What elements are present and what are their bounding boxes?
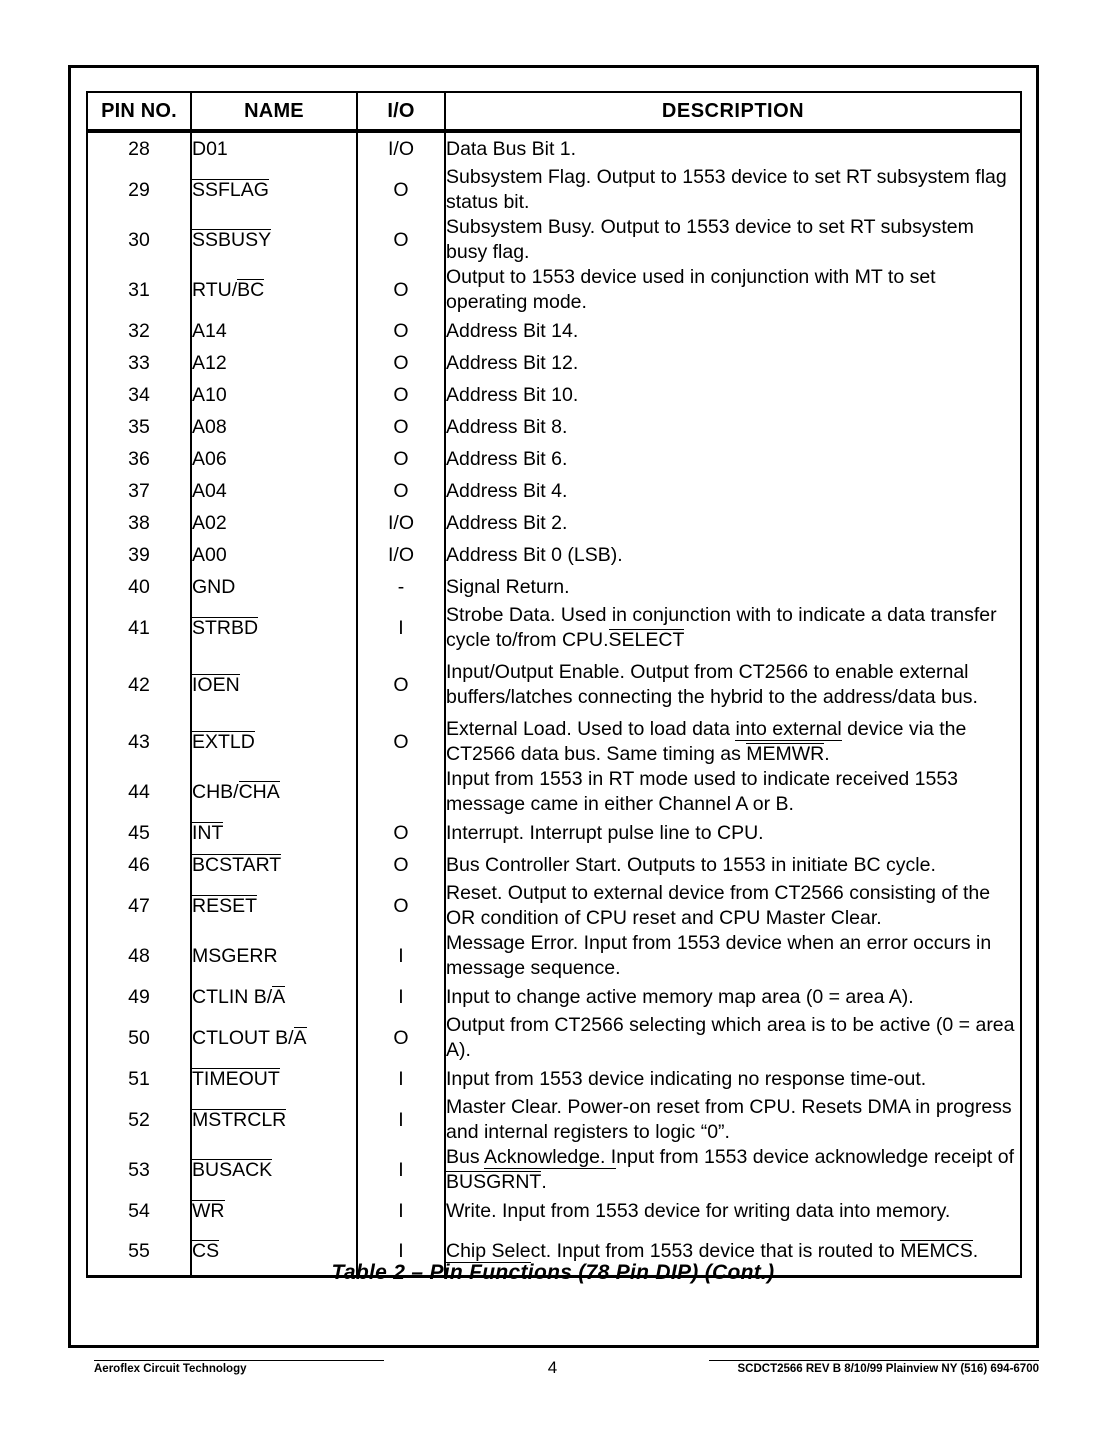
overline-text: BUSGRNT — [446, 1171, 542, 1193]
footer-company-name: Aeroflex Circuit Technology — [94, 1360, 384, 1375]
table-row — [87, 411, 1021, 443]
overline-text: MEMCS — [900, 1239, 973, 1262]
table-row — [87, 379, 1021, 411]
cell-signal-name: A10 — [191, 379, 357, 411]
cell-description: Input from 1553 in RT mode used to indicate received 1553 message came in either Channel A or B. — [445, 767, 1021, 817]
cell-io-direction: O — [357, 347, 445, 379]
pin-functions-table — [86, 91, 1022, 1278]
cell-pin-number: 30 — [87, 215, 191, 265]
page-footer — [0, 1354, 1105, 1394]
cell-description: Input from 1553 device indicating no response time-out. — [445, 1063, 1021, 1095]
cell-description: Strobe Data. Used in conjunction with to indicate a data transfer cycle to/from CPU.SELECT — [445, 603, 1021, 653]
cell-pin-number: 32 — [87, 315, 191, 347]
overline-text: BUSACK — [192, 1158, 273, 1181]
cell-description: Address Bit 14. — [445, 315, 1021, 347]
cell-io-direction: O — [357, 265, 445, 315]
overline-text: RESET — [192, 894, 258, 917]
cell-signal-name — [191, 215, 357, 265]
cell-io-direction — [357, 767, 445, 817]
cell-io-direction: O — [357, 717, 445, 767]
cell-pin-number: 46 — [87, 849, 191, 881]
table-row — [87, 507, 1021, 539]
cell-description: Master Clear. Power-on reset from CPU. Resets DMA in progress and internal registers to logic “0”. — [445, 1095, 1021, 1145]
cell-io-direction: O — [357, 215, 445, 265]
cell-pin-number: 36 — [87, 443, 191, 475]
cell-io-direction: I — [357, 981, 445, 1013]
overline-text: CHA — [238, 780, 280, 803]
cell-description: Data Bus Bit 1. — [445, 131, 1021, 165]
table-row — [87, 1063, 1021, 1095]
cell-pin-number: 42 — [87, 653, 191, 717]
cell-pin-number: 43 — [87, 717, 191, 767]
overline-text: TIMEOUT — [192, 1067, 280, 1090]
cell-pin-number: 41 — [87, 603, 191, 653]
cell-pin-number: 40 — [87, 571, 191, 603]
cell-io-direction: O — [357, 443, 445, 475]
cell-signal-name: D01 — [191, 131, 357, 165]
table-row — [87, 131, 1021, 165]
cell-pin-number: 50 — [87, 1013, 191, 1063]
overline-text: BCSTART — [192, 853, 282, 876]
table-row — [87, 767, 1021, 817]
cell-pin-number: 35 — [87, 411, 191, 443]
cell-description: Write. Input from 1553 device for writing data into memory. — [445, 1195, 1021, 1227]
cell-io-direction: I — [357, 1195, 445, 1227]
cell-io-direction: O — [357, 379, 445, 411]
cell-io-direction: I/O — [357, 539, 445, 571]
overline-text: CS — [192, 1239, 220, 1262]
column-header-pin-no: PIN NO. — [87, 92, 191, 131]
cell-io-direction: I — [357, 1095, 445, 1145]
cell-io-direction: I/O — [357, 507, 445, 539]
cell-pin-number: 55 — [87, 1227, 191, 1277]
scan-artifact-rule: Chip Sele — [446, 1239, 531, 1262]
table-row — [87, 265, 1021, 315]
table-row — [87, 1013, 1021, 1063]
cell-signal-name: A12 — [191, 347, 357, 379]
cell-pin-number: 38 — [87, 507, 191, 539]
cell-description: Interrupt. Interrupt pulse line to CPU. — [445, 817, 1021, 849]
table-row — [87, 881, 1021, 931]
cell-signal-name — [191, 849, 357, 881]
table-row — [87, 475, 1021, 507]
overline-text: A — [293, 1026, 307, 1049]
cell-signal-name: RTU/BC — [191, 265, 357, 315]
overline-text: MSTRCLR — [192, 1108, 287, 1131]
cell-description: Address Bit 10. — [445, 379, 1021, 411]
cell-io-direction: O — [357, 653, 445, 717]
cell-signal-name — [191, 1063, 357, 1095]
column-header-description: DESCRIPTION — [445, 92, 1021, 131]
cell-io-direction: I — [357, 603, 445, 653]
cell-signal-name — [191, 653, 357, 717]
cell-description: Bus Acknowledge. Input from 1553 device acknowledge receipt of BUSGRNT. — [445, 1145, 1021, 1195]
cell-pin-number: 37 — [87, 475, 191, 507]
overline-text: BC — [237, 278, 265, 301]
table-row — [87, 1095, 1021, 1145]
cell-description: Chip Select. Input from 1553 device that is routed to MEMCS. — [445, 1227, 1021, 1277]
cell-description: Reset. Output to external device from CT2566 consisting of the OR condition of CPU reset and CPU Master Clear. — [445, 881, 1021, 931]
cell-description: Address Bit 0 (LSB). — [445, 539, 1021, 571]
table-body — [87, 131, 1021, 1277]
cell-pin-number: 52 — [87, 1095, 191, 1145]
overline-text: WR — [192, 1199, 225, 1222]
cell-pin-number: 48 — [87, 931, 191, 981]
cell-signal-name — [191, 603, 357, 653]
cell-description: Address Bit 12. — [445, 347, 1021, 379]
cell-description: Output to 1553 device used in conjunction with MT to set operating mode. — [445, 265, 1021, 315]
cell-io-direction: O — [357, 315, 445, 347]
cell-io-direction: I — [357, 1063, 445, 1095]
cell-io-direction: O — [357, 881, 445, 931]
overline-text: INT — [192, 821, 224, 844]
cell-pin-number: 29 — [87, 165, 191, 215]
cell-description: Subsystem Flag. Output to 1553 device to set RT subsystem flag status bit. — [445, 165, 1021, 215]
cell-description: Address Bit 8. — [445, 411, 1021, 443]
table-row — [87, 315, 1021, 347]
cell-description: Address Bit 6. — [445, 443, 1021, 475]
cell-io-direction: O — [357, 475, 445, 507]
scan-artifact-rule: into external — [735, 718, 842, 740]
column-header-name: NAME — [191, 92, 357, 131]
cell-pin-number: 39 — [87, 539, 191, 571]
cell-signal-name: CTLOUT B/A — [191, 1013, 357, 1063]
table-row — [87, 443, 1021, 475]
table-row — [87, 1145, 1021, 1195]
cell-io-direction: I — [357, 1227, 445, 1277]
table-row — [87, 539, 1021, 571]
column-header-io: I/O — [357, 92, 445, 131]
footer-document-id: SCDCT2566 REV B 8/10/99 Plainview NY (516) 694-6700 — [709, 1360, 1039, 1375]
cell-signal-name: CHB/CHA — [191, 767, 357, 817]
cell-description: External Load. Used to load data into external device via the CT2566 data bus. Same timing as MEMWR. — [445, 717, 1021, 767]
cell-signal-name — [191, 1195, 357, 1227]
overline-text: SELECT — [608, 629, 685, 651]
cell-pin-number: 49 — [87, 981, 191, 1013]
cell-description: Input to change active memory map area (0 = area A). — [445, 981, 1021, 1013]
cell-description: Message Error. Input from 1553 device when an error occurs in message sequence. — [445, 931, 1021, 981]
table-row — [87, 165, 1021, 215]
cell-io-direction: I/O — [357, 131, 445, 165]
cell-description: Address Bit 2. — [445, 507, 1021, 539]
overline-text: IOEN — [192, 673, 240, 696]
table-row — [87, 347, 1021, 379]
table-row — [87, 931, 1021, 981]
cell-description: Address Bit 4. — [445, 475, 1021, 507]
overline-text: A — [272, 985, 286, 1008]
cell-signal-name: A06 — [191, 443, 357, 475]
cell-signal-name: GND — [191, 571, 357, 603]
cell-signal-name: MSGERR — [191, 931, 357, 981]
cell-pin-number: 44 — [87, 767, 191, 817]
cell-signal-name — [191, 165, 357, 215]
cell-io-direction: O — [357, 411, 445, 443]
table-header — [87, 92, 1021, 131]
cell-description: Signal Return. — [445, 571, 1021, 603]
overline-text: SSFLAG — [192, 178, 269, 201]
cell-description: Input/Output Enable. Output from CT2566 to enable external buffers/latches connecting the hybrid to the address/data bus. — [445, 653, 1021, 717]
cell-signal-name — [191, 881, 357, 931]
cell-io-direction: I — [357, 1145, 445, 1195]
cell-signal-name — [191, 1095, 357, 1145]
cell-io-direction: O — [357, 817, 445, 849]
cell-pin-number: 33 — [87, 347, 191, 379]
table-row — [87, 653, 1021, 717]
table-row — [87, 603, 1021, 653]
cell-signal-name: CTLIN B/A — [191, 981, 357, 1013]
scan-artifact-rule: Acknowledge. I — [483, 1146, 617, 1168]
cell-pin-number: 31 — [87, 265, 191, 315]
table-row — [87, 1195, 1021, 1227]
cell-io-direction: O — [357, 165, 445, 215]
cell-signal-name: A14 — [191, 315, 357, 347]
table-row — [87, 817, 1021, 849]
table-header-row — [87, 92, 1021, 131]
cell-pin-number: 28 — [87, 131, 191, 165]
cell-signal-name: A02 — [191, 507, 357, 539]
table-row — [87, 571, 1021, 603]
cell-signal-name — [191, 1145, 357, 1195]
overline-text: STRBD — [192, 616, 259, 639]
cell-signal-name — [191, 717, 357, 767]
footer-page-number: 4 — [547, 1358, 558, 1377]
overline-text: MEMWR — [746, 743, 825, 765]
cell-pin-number: 45 — [87, 817, 191, 849]
overline-text: EXTLD — [192, 730, 255, 753]
cell-pin-number: 47 — [87, 881, 191, 931]
cell-io-direction: - — [357, 571, 445, 603]
table-caption: Table 2 – Pin Functions (78 Pin DIP) (Cont.) — [331, 1261, 775, 1284]
overline-text: SSBUSY — [192, 228, 272, 251]
cell-signal-name — [191, 817, 357, 849]
cell-signal-name: A04 — [191, 475, 357, 507]
cell-signal-name: A00 — [191, 539, 357, 571]
cell-signal-name: A08 — [191, 411, 357, 443]
cell-io-direction: O — [357, 849, 445, 881]
table-row — [87, 849, 1021, 881]
cell-description: Subsystem Busy. Output to 1553 device to set RT subsystem busy flag. — [445, 215, 1021, 265]
table-row — [87, 717, 1021, 767]
cell-io-direction: I — [357, 931, 445, 981]
cell-io-direction: O — [357, 1013, 445, 1063]
cell-description: Bus Controller Start. Outputs to 1553 in initiate BC cycle. — [445, 849, 1021, 881]
cell-pin-number: 51 — [87, 1063, 191, 1095]
table-row — [87, 981, 1021, 1013]
cell-description: Output from CT2566 selecting which area is to be active (0 = area A). — [445, 1013, 1021, 1063]
cell-pin-number: 54 — [87, 1195, 191, 1227]
cell-pin-number: 34 — [87, 379, 191, 411]
cell-pin-number: 53 — [87, 1145, 191, 1195]
table-row — [87, 215, 1021, 265]
